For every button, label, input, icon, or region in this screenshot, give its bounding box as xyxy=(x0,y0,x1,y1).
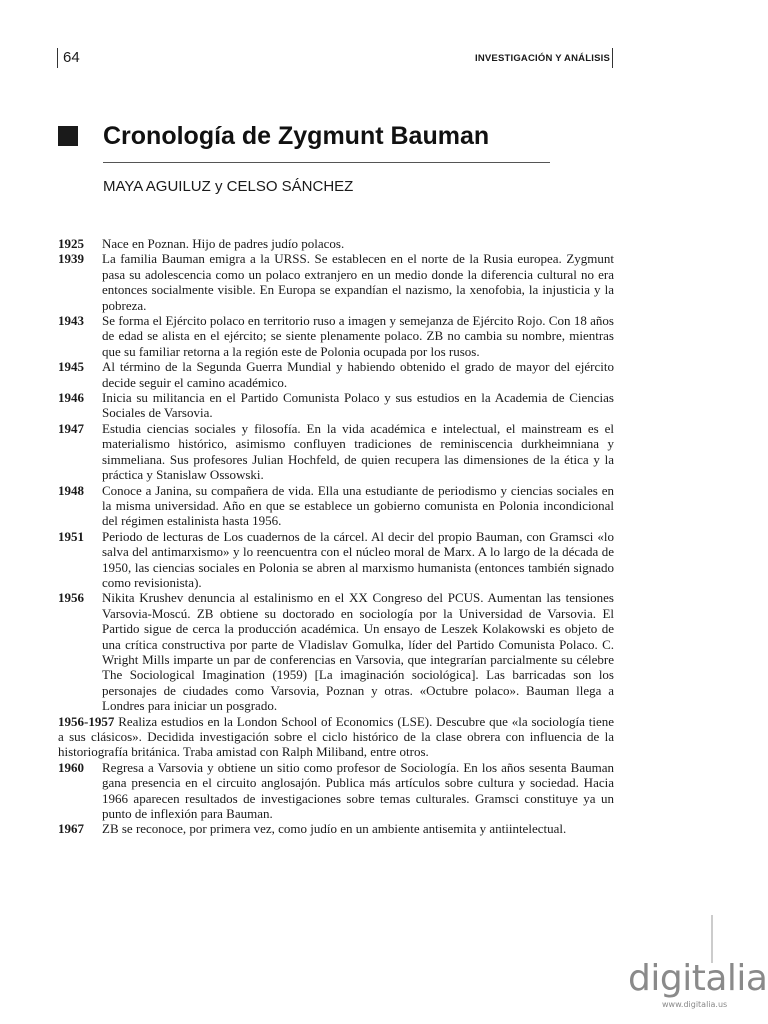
section-label: INVESTIGACIÓN Y ANÁLISIS xyxy=(474,53,610,64)
entry-year: 1943 xyxy=(58,313,84,329)
chronology-entry xyxy=(58,529,614,591)
entry-text: La familia Bauman emigra a la URSS. Se establecen en el norte de la Rusia europea. Zygmunt pasa su adolescencia como un polaco extranjero en un medio donde la diferencia cultural no era entonces socialmente visible. En Europa se expandían el nazismo, la xenofobia, la injusticia y la pobreza. xyxy=(102,251,614,313)
article-title: Cronología de Zygmunt Bauman xyxy=(103,122,490,150)
entry-year: 1925 xyxy=(58,236,84,251)
entry-text: Conoce a Janina, su compañera de vida. Ella una estudiante de periodismo y ciencias sociales en la misma universidad. Año en que se establece un gobierno comunista en Polonia incondicional del régimen estalinista hasta 1956. xyxy=(102,482,614,529)
chronology-entry xyxy=(58,421,614,483)
chronology-entry xyxy=(58,714,614,760)
entry-text: Inicia su militancia en el Partido Comunista Polaco y sus estudios en la Academia de Ciencias Sociales de Varsovia. xyxy=(102,390,614,421)
watermark-url: www.digitalia.us xyxy=(662,1000,728,1009)
entry-text: ZB se reconoce, por primera vez, como judío en un ambiente antisemita y antiintelectual. xyxy=(102,821,567,837)
chronology-entry xyxy=(58,236,614,251)
entry-year: 1956-1957 xyxy=(58,713,115,729)
entry-text: Nikita Krushev denuncia al estalinismo en el XX Congreso del PCUS. Aumentan las tensiones Varsovia-Moscú. ZB obtiene su doctorado en sociología por la Universidad de Varsovia. El Partido sigue de cerca la producción académica. Un ensayo de Leszek Kolakowski es objeto de una crítica constructiva por parte de Vladislav Gomulka, líder del Partido Comunista Polaco. C. Wright Mills imparte un par de conferencias en Varsovia, que integrarían parcialmente su célebre The Sociological Imagination (1959) [La imaginación sociológica]. Las barricadas son los personajes de ciudades como Varsovia, Poznan y otras. «Octubre polaco». Bauman llega a Londres para iniciar un posgrado. xyxy=(102,590,614,714)
entry-text: Realiza estudios en la London School of Economics (LSE). Descubre que «la sociología tiene a sus clásicos». Decidida investigación sobre el ciclo histórico de la clase obrera con influencia de la historiografía británica. Traba amistad con Ralph Miliband, entre otros. xyxy=(58,713,614,760)
entry-year: 1960 xyxy=(58,759,84,775)
header-right-rule xyxy=(612,48,613,68)
entry-year: 1939 xyxy=(58,251,84,267)
entry-text: Al término de la Segunda Guerra Mundial y habiendo obtenido el grado de mayor del ejército decide seguir el camino académico. xyxy=(102,359,614,390)
entry-text: Nace en Poznan. Hijo de padres judío polacos. xyxy=(102,236,345,251)
chronology-list xyxy=(58,236,614,837)
watermark-bar xyxy=(711,915,713,963)
entry-year: 1951 xyxy=(58,528,84,544)
entry-text: Regresa a Varsovia y obtiene un sitio como profesor de Sociología. En los años sesenta Bauman gana presencia en el circuito anglosajón. Publica más artículos sobre cultura y sociedad. Hacia 1966 aparecen resultados de investigaciones sobre temas culturales. Gramsci constituye ya un punto de inflexión para Bauman. xyxy=(102,759,614,822)
chronology-entry xyxy=(58,251,614,313)
watermark-logo: digitalia xyxy=(628,958,768,999)
entry-text: Se forma el Ejército polaco en territorio ruso a imagen y semejanza de Ejército Rojo. Con 18 años de edad se alista en el ejército; se siente plenamente polaco. ZB no cambia su nombre, mientras que su familiar retorna a la región este de Polonia ocupada por los rusos. xyxy=(102,313,614,359)
chronology-entry xyxy=(58,313,614,359)
entry-year: 1946 xyxy=(58,390,84,406)
chronology-entry xyxy=(58,359,614,390)
chronology-entry xyxy=(58,390,614,421)
entry-text: Periodo de lecturas de Los cuadernos de la cárcel. Al decir del propio Bauman, con Gramsci «lo salva del antimarxismo» y lo reencuentra con el núcleo moral de Marx. A lo largo de la década de 1950, las ciencias sociales en Polonia se abren al marxismo humanista (entonces también signado como revisionista). xyxy=(102,528,614,590)
article-authors: MAYA AGUILUZ y CELSO SÁNCHEZ xyxy=(103,178,354,195)
header-left-rule xyxy=(57,48,58,68)
entry-year: 1947 xyxy=(58,420,84,436)
title-underline xyxy=(103,162,550,163)
chronology-entry xyxy=(58,760,614,822)
entry-year: 1945 xyxy=(58,359,84,375)
title-square-icon xyxy=(58,126,78,146)
entry-year: 1948 xyxy=(58,482,84,498)
chronology-entry xyxy=(58,483,614,529)
entry-year: 1967 xyxy=(58,821,84,837)
page-number: 64 xyxy=(63,49,80,66)
chronology-entry xyxy=(58,590,614,713)
entry-text: Estudia ciencias sociales y filosofía. En la vida académica e intelectual, el mainstream es el materialismo histórico, asimismo confluyen tradiciones de reminiscencia durkheimniana y simmeliana. Sus profesores Julian Hochfeld, de quien recupera las dimensiones de la ética y la práctica y Stanislaw Ossowski. xyxy=(102,420,614,483)
chronology-entry xyxy=(58,821,614,836)
entry-year: 1956 xyxy=(58,590,84,606)
